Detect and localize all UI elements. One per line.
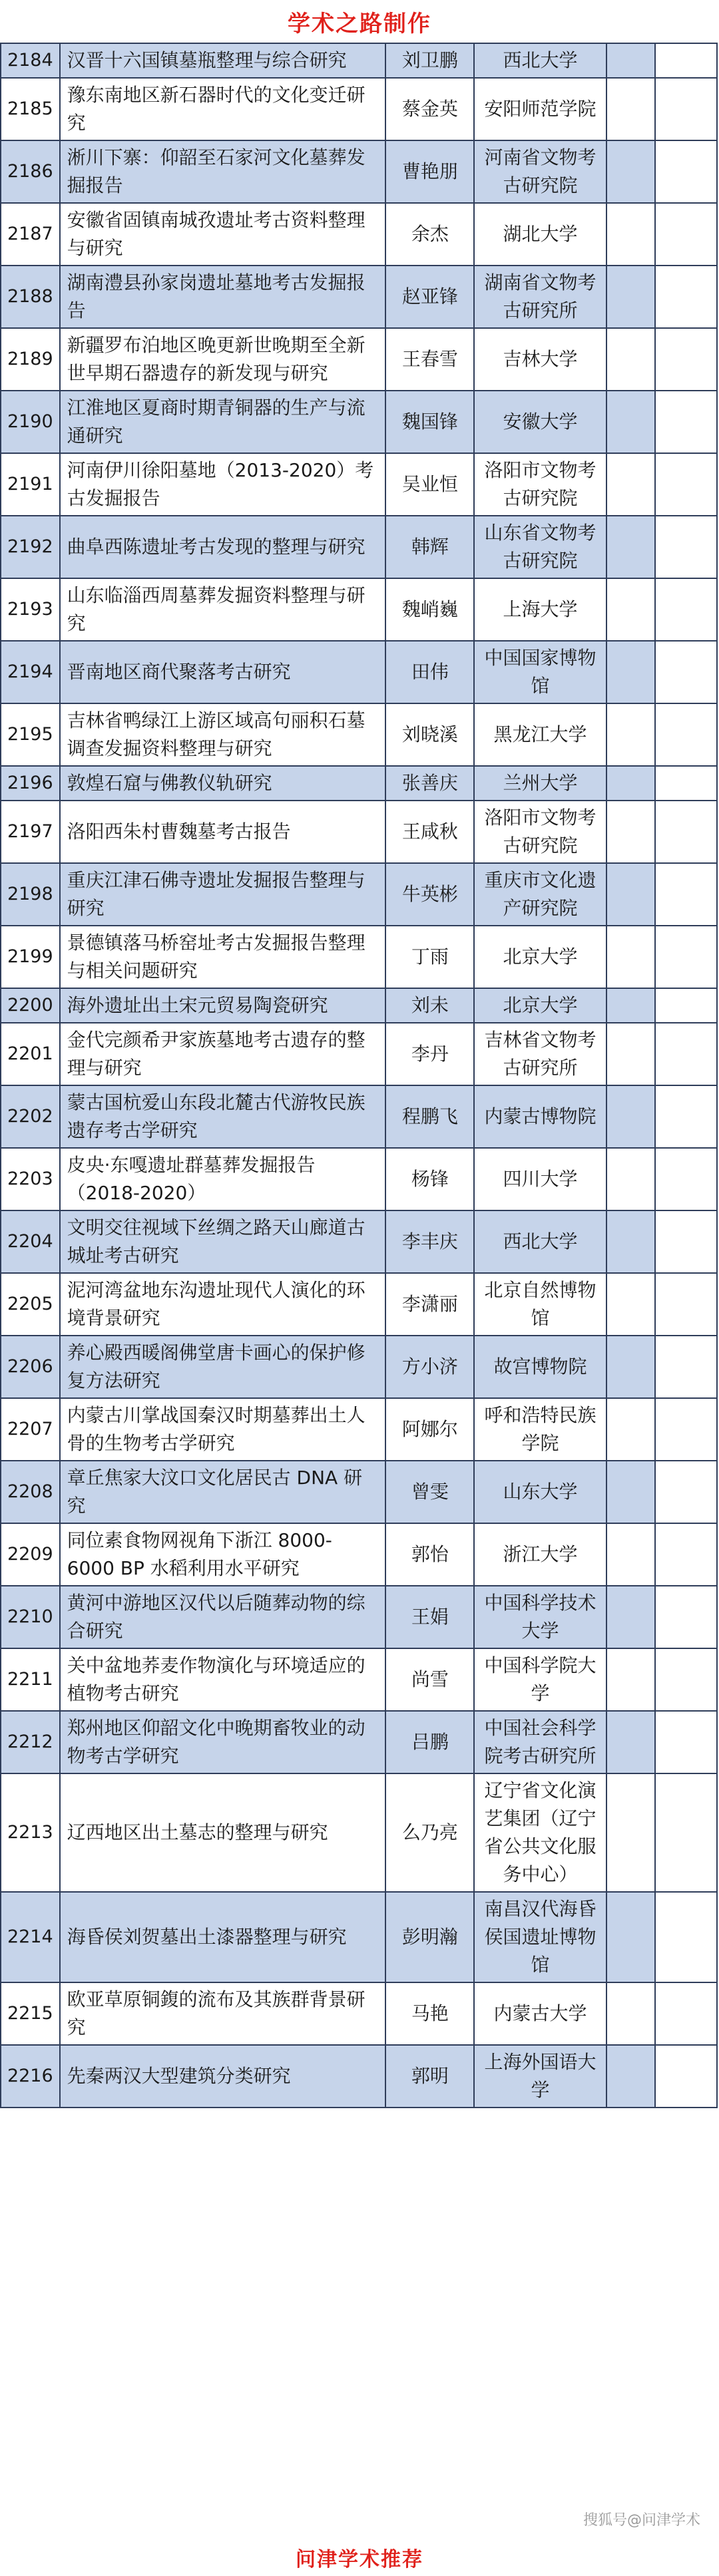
row-org: 安徽大学 xyxy=(474,391,606,453)
row-person: 韩辉 xyxy=(385,516,474,578)
row-id: 2213 xyxy=(1,1773,60,1892)
row-person: 魏国锋 xyxy=(385,391,474,453)
empty-cell-1 xyxy=(606,453,655,516)
empty-cell-2 xyxy=(655,43,717,78)
table-body xyxy=(1,43,717,2108)
empty-cell-2 xyxy=(655,453,717,516)
watermark: 搜狐号@问津学术 xyxy=(583,2512,700,2529)
table-row xyxy=(1,1148,717,1210)
empty-cell-1 xyxy=(606,1982,655,2045)
empty-cell-1 xyxy=(606,1648,655,1711)
row-id: 2206 xyxy=(1,1336,60,1398)
empty-cell-1 xyxy=(606,203,655,266)
empty-cell-2 xyxy=(655,266,717,328)
row-org: 黑龙江大学 xyxy=(474,703,606,766)
empty-cell-2 xyxy=(655,1461,717,1523)
row-person: 阿娜尔 xyxy=(385,1398,474,1461)
empty-cell-1 xyxy=(606,1523,655,1586)
empty-cell-2 xyxy=(655,1586,717,1648)
empty-cell-1 xyxy=(606,801,655,863)
row-org: 内蒙古大学 xyxy=(474,1982,606,2045)
row-org: 山东省文物考古研究院 xyxy=(474,516,606,578)
table-row xyxy=(1,516,717,578)
table-row xyxy=(1,1461,717,1523)
row-person: 郭明 xyxy=(385,2045,474,2108)
row-person: 李丰庆 xyxy=(385,1210,474,1273)
row-id: 2210 xyxy=(1,1586,60,1648)
empty-cell-1 xyxy=(606,863,655,926)
row-id: 2188 xyxy=(1,266,60,328)
empty-cell-2 xyxy=(655,1711,717,1773)
empty-cell-2 xyxy=(655,863,717,926)
row-person: 曹艳朋 xyxy=(385,140,474,203)
table-row xyxy=(1,1336,717,1398)
row-id: 2204 xyxy=(1,1210,60,1273)
row-title: 汉晋十六国镇墓瓶整理与综合研究 xyxy=(60,43,386,78)
row-person: 杨锋 xyxy=(385,1148,474,1210)
row-id: 2197 xyxy=(1,801,60,863)
row-org: 辽宁省文化演艺集团（辽宁省公共文化服务中心） xyxy=(474,1773,606,1892)
empty-cell-2 xyxy=(655,641,717,703)
empty-cell-2 xyxy=(655,766,717,801)
row-org: 浙江大学 xyxy=(474,1523,606,1586)
row-id: 2214 xyxy=(1,1892,60,1982)
row-person: 余杰 xyxy=(385,203,474,266)
row-title: 曲阜西陈遗址考古发现的整理与研究 xyxy=(60,516,386,578)
row-title: 泥河湾盆地东沟遗址现代人演化的环境背景研究 xyxy=(60,1273,386,1336)
row-title: 海外遗址出土宋元贸易陶瓷研究 xyxy=(60,988,386,1023)
empty-cell-1 xyxy=(606,703,655,766)
row-title: 晋南地区商代聚落考古研究 xyxy=(60,641,386,703)
row-title: 敦煌石窟与佛教仪轨研究 xyxy=(60,766,386,801)
table-row xyxy=(1,2045,717,2108)
row-id: 2202 xyxy=(1,1085,60,1148)
row-person: 刘未 xyxy=(385,988,474,1023)
empty-cell-1 xyxy=(606,766,655,801)
row-person: 牛英彬 xyxy=(385,863,474,926)
row-org: 兰州大学 xyxy=(474,766,606,801)
row-org: 四川大学 xyxy=(474,1148,606,1210)
row-org: 洛阳市文物考古研究院 xyxy=(474,453,606,516)
empty-cell-1 xyxy=(606,1085,655,1148)
row-title: 淅川下寨：仰韶至石家河文化墓葬发掘报告 xyxy=(60,140,386,203)
row-person: 吴业恒 xyxy=(385,453,474,516)
row-title: 关中盆地荞麦作物演化与环境适应的植物考古研究 xyxy=(60,1648,386,1711)
row-id: 2187 xyxy=(1,203,60,266)
table-row xyxy=(1,1892,717,1982)
table-row xyxy=(1,1711,717,1773)
empty-cell-2 xyxy=(655,1773,717,1892)
row-person: 么乃亮 xyxy=(385,1773,474,1892)
row-title: 山东临淄西周墓葬发掘资料整理与研究 xyxy=(60,578,386,641)
row-person: 王春雪 xyxy=(385,328,474,391)
row-title: 湖南澧县孙家岗遗址墓地考古发掘报告 xyxy=(60,266,386,328)
footer xyxy=(0,2539,719,2576)
row-org: 中国社会科学院考古研究所 xyxy=(474,1711,606,1773)
table-row xyxy=(1,43,717,78)
row-org: 河南省文物考古研究院 xyxy=(474,140,606,203)
row-person: 张善庆 xyxy=(385,766,474,801)
table-row xyxy=(1,328,717,391)
row-person: 李潇丽 xyxy=(385,1273,474,1336)
row-title: 郑州地区仰韶文化中晚期畜牧业的动物考古学研究 xyxy=(60,1711,386,1773)
table-row xyxy=(1,926,717,988)
table-row xyxy=(1,988,717,1023)
row-person: 丁雨 xyxy=(385,926,474,988)
row-org: 西北大学 xyxy=(474,43,606,78)
table-row xyxy=(1,1648,717,1711)
row-org: 上海大学 xyxy=(474,578,606,641)
row-id: 2216 xyxy=(1,2045,60,2108)
row-org: 北京大学 xyxy=(474,988,606,1023)
row-org: 呼和浩特民族学院 xyxy=(474,1398,606,1461)
row-id: 2185 xyxy=(1,78,60,140)
row-title: 内蒙古川掌战国秦汉时期墓葬出土人骨的生物考古学研究 xyxy=(60,1398,386,1461)
empty-cell-2 xyxy=(655,1982,717,2045)
row-title: 豫东南地区新石器时代的文化变迁研究 xyxy=(60,78,386,140)
banner-top xyxy=(0,0,719,43)
empty-cell-1 xyxy=(606,1210,655,1273)
row-title: 重庆江津石佛寺遗址发掘报告整理与研究 xyxy=(60,863,386,926)
row-org: 内蒙古博物院 xyxy=(474,1085,606,1148)
table-row xyxy=(1,1773,717,1892)
row-id: 2211 xyxy=(1,1648,60,1711)
empty-cell-2 xyxy=(655,988,717,1023)
empty-cell-1 xyxy=(606,328,655,391)
table-row xyxy=(1,78,717,140)
empty-cell-1 xyxy=(606,516,655,578)
row-id: 2196 xyxy=(1,766,60,801)
table-row xyxy=(1,203,717,266)
empty-cell-2 xyxy=(655,578,717,641)
row-person: 王娟 xyxy=(385,1586,474,1648)
row-id: 2200 xyxy=(1,988,60,1023)
row-id: 2189 xyxy=(1,328,60,391)
table-row xyxy=(1,140,717,203)
row-title: 吉林省鸭绿江上游区域高句丽积石墓调查发掘资料整理与研究 xyxy=(60,703,386,766)
row-id: 2191 xyxy=(1,453,60,516)
empty-cell-1 xyxy=(606,1586,655,1648)
row-person: 曾雯 xyxy=(385,1461,474,1523)
row-person: 尚雪 xyxy=(385,1648,474,1711)
row-org: 湖南省文物考古研究所 xyxy=(474,266,606,328)
row-id: 2205 xyxy=(1,1273,60,1336)
row-person: 刘晓溪 xyxy=(385,703,474,766)
row-title: 文明交往视域下丝绸之路天山廊道古城址考古研究 xyxy=(60,1210,386,1273)
row-title: 新疆罗布泊地区晚更新世晚期至全新世早期石器遗存的新发现与研究 xyxy=(60,328,386,391)
empty-cell-2 xyxy=(655,1648,717,1711)
empty-cell-1 xyxy=(606,578,655,641)
table-row xyxy=(1,1273,717,1336)
empty-cell-1 xyxy=(606,1336,655,1398)
table-row xyxy=(1,766,717,801)
row-id: 2207 xyxy=(1,1398,60,1461)
table-row xyxy=(1,863,717,926)
row-org: 中国国家博物馆 xyxy=(474,641,606,703)
empty-cell-1 xyxy=(606,1023,655,1085)
row-org: 北京大学 xyxy=(474,926,606,988)
table-row xyxy=(1,703,717,766)
row-title: 养心殿西暖阁佛堂唐卡画心的保护修复方法研究 xyxy=(60,1336,386,1398)
row-title: 江淮地区夏商时期青铜器的生产与流通研究 xyxy=(60,391,386,453)
row-org: 吉林大学 xyxy=(474,328,606,391)
row-title: 辽西地区出土墓志的整理与研究 xyxy=(60,1773,386,1892)
row-title: 皮央·东嘎遗址群墓葬发掘报告（2018-2020） xyxy=(60,1148,386,1210)
empty-cell-1 xyxy=(606,1711,655,1773)
table-row xyxy=(1,1210,717,1273)
row-title: 河南伊川徐阳墓地（2013-2020）考古发掘报告 xyxy=(60,453,386,516)
row-title: 先秦两汉大型建筑分类研究 xyxy=(60,2045,386,2108)
empty-cell-2 xyxy=(655,1210,717,1273)
empty-cell-2 xyxy=(655,801,717,863)
row-org: 洛阳市文物考古研究院 xyxy=(474,801,606,863)
table-row xyxy=(1,1023,717,1085)
row-id: 2199 xyxy=(1,926,60,988)
row-person: 赵亚锋 xyxy=(385,266,474,328)
row-id: 2212 xyxy=(1,1711,60,1773)
row-person: 魏峭巍 xyxy=(385,578,474,641)
row-title: 金代完颜希尹家族墓地考古遗存的整理与研究 xyxy=(60,1023,386,1085)
row-person: 马艳 xyxy=(385,1982,474,2045)
row-id: 2215 xyxy=(1,1982,60,2045)
empty-cell-1 xyxy=(606,1273,655,1336)
row-title: 黄河中游地区汉代以后随葬动物的综合研究 xyxy=(60,1586,386,1648)
table-row xyxy=(1,391,717,453)
empty-cell-2 xyxy=(655,1085,717,1148)
row-id: 2190 xyxy=(1,391,60,453)
empty-cell-2 xyxy=(655,2045,717,2108)
empty-cell-2 xyxy=(655,1148,717,1210)
empty-cell-2 xyxy=(655,516,717,578)
row-id: 2192 xyxy=(1,516,60,578)
row-org: 湖北大学 xyxy=(474,203,606,266)
row-id: 2209 xyxy=(1,1523,60,1586)
empty-cell-1 xyxy=(606,43,655,78)
empty-cell-2 xyxy=(655,1023,717,1085)
row-person: 郭怡 xyxy=(385,1523,474,1586)
row-title: 同位素食物网视角下浙江 8000-6000 BP 水稻利用水平研究 xyxy=(60,1523,386,1586)
row-title: 蒙古国杭爱山东段北麓古代游牧民族遗存考古学研究 xyxy=(60,1085,386,1148)
table-row xyxy=(1,453,717,516)
empty-cell-1 xyxy=(606,1892,655,1982)
table-row xyxy=(1,266,717,328)
banner-title: 学术之路制作 xyxy=(288,10,431,37)
empty-cell-2 xyxy=(655,1892,717,1982)
table-row xyxy=(1,1085,717,1148)
empty-cell-2 xyxy=(655,1398,717,1461)
empty-cell-1 xyxy=(606,140,655,203)
empty-cell-1 xyxy=(606,926,655,988)
row-title: 海昏侯刘贺墓出土漆器整理与研究 xyxy=(60,1892,386,1982)
empty-cell-2 xyxy=(655,1273,717,1336)
empty-cell-1 xyxy=(606,78,655,140)
row-org: 安阳师范学院 xyxy=(474,78,606,140)
row-org: 吉林省文物考古研究所 xyxy=(474,1023,606,1085)
table-row xyxy=(1,1523,717,1586)
row-org: 山东大学 xyxy=(474,1461,606,1523)
row-title: 洛阳西朱村曹魏墓考古报告 xyxy=(60,801,386,863)
row-person: 王咸秋 xyxy=(385,801,474,863)
table-row xyxy=(1,578,717,641)
row-person: 方小济 xyxy=(385,1336,474,1398)
row-id: 2201 xyxy=(1,1023,60,1085)
row-person: 吕鹏 xyxy=(385,1711,474,1773)
empty-cell-1 xyxy=(606,1148,655,1210)
row-org: 西北大学 xyxy=(474,1210,606,1273)
row-id: 2194 xyxy=(1,641,60,703)
row-person: 李丹 xyxy=(385,1023,474,1085)
row-org: 重庆市文化遗产研究院 xyxy=(474,863,606,926)
row-id: 2203 xyxy=(1,1148,60,1210)
row-title: 安徽省固镇南城孜遗址考古资料整理与研究 xyxy=(60,203,386,266)
empty-cell-2 xyxy=(655,78,717,140)
empty-cell-2 xyxy=(655,391,717,453)
table-row xyxy=(1,801,717,863)
empty-cell-1 xyxy=(606,2045,655,2108)
empty-cell-2 xyxy=(655,1336,717,1398)
row-person: 彭明瀚 xyxy=(385,1892,474,1982)
empty-cell-1 xyxy=(606,1461,655,1523)
row-id: 2208 xyxy=(1,1461,60,1523)
empty-cell-2 xyxy=(655,926,717,988)
row-org: 故宫博物院 xyxy=(474,1336,606,1398)
row-id: 2186 xyxy=(1,140,60,203)
project-table xyxy=(0,43,719,2108)
empty-cell-1 xyxy=(606,988,655,1023)
row-org: 中国科学院大学 xyxy=(474,1648,606,1711)
empty-cell-1 xyxy=(606,391,655,453)
empty-cell-1 xyxy=(606,1773,655,1892)
table-row xyxy=(1,641,717,703)
row-id: 2195 xyxy=(1,703,60,766)
empty-cell-1 xyxy=(606,266,655,328)
empty-cell-2 xyxy=(655,140,717,203)
row-org: 中国科学技术大学 xyxy=(474,1586,606,1648)
empty-cell-2 xyxy=(655,203,717,266)
row-person: 刘卫鹏 xyxy=(385,43,474,78)
empty-cell-1 xyxy=(606,1398,655,1461)
row-person: 田伟 xyxy=(385,641,474,703)
empty-cell-2 xyxy=(655,328,717,391)
row-title: 欧亚草原铜鍑的流布及其族群背景研究 xyxy=(60,1982,386,2045)
footer-title: 问津学术推荐 xyxy=(296,2548,423,2571)
row-person: 蔡金英 xyxy=(385,78,474,140)
table-row xyxy=(1,1398,717,1461)
empty-cell-1 xyxy=(606,641,655,703)
row-id: 2193 xyxy=(1,578,60,641)
table-row xyxy=(1,1982,717,2045)
row-title: 章丘焦家大汶口文化居民古 DNA 研究 xyxy=(60,1461,386,1523)
row-org: 上海外国语大学 xyxy=(474,2045,606,2108)
row-id: 2198 xyxy=(1,863,60,926)
row-org: 南昌汉代海昏侯国遗址博物馆 xyxy=(474,1892,606,1982)
row-org: 北京自然博物馆 xyxy=(474,1273,606,1336)
row-id: 2184 xyxy=(1,43,60,78)
row-person: 程鹏飞 xyxy=(385,1085,474,1148)
row-title: 景德镇落马桥窑址考古发掘报告整理与相关问题研究 xyxy=(60,926,386,988)
empty-cell-2 xyxy=(655,703,717,766)
empty-cell-2 xyxy=(655,1523,717,1586)
table-row xyxy=(1,1586,717,1648)
